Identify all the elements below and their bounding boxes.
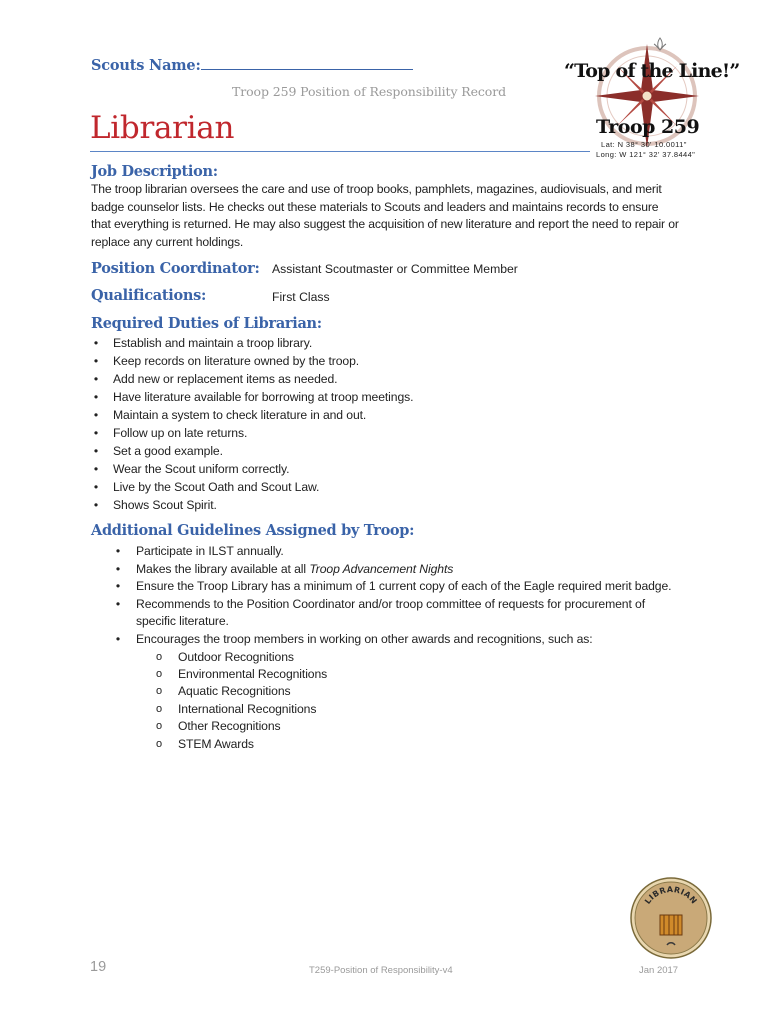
svg-text:LIBRARIAN: LIBRARIAN bbox=[643, 885, 699, 906]
qualifications-value: First Class bbox=[272, 290, 330, 304]
list-item: • Makes the library available at all Troop Advancement Nights bbox=[113, 561, 683, 579]
list-item: • Live by the Scout Oath and Scout Law. bbox=[91, 478, 413, 496]
list-item: • Have literature available for borrowing at troop meetings. bbox=[91, 388, 413, 406]
footer-page-number: 19 bbox=[90, 959, 107, 975]
sub-list-item: o Aquatic Recognitions bbox=[156, 683, 683, 700]
additional-guidelines-list bbox=[113, 543, 683, 753]
bullet-icon: • bbox=[93, 462, 99, 476]
librarian-merit-patch-icon bbox=[630, 877, 712, 959]
bullet-icon: • bbox=[115, 596, 121, 611]
hollow-bullet-icon: o bbox=[156, 720, 163, 733]
list-item: • Encourages the troop members in working on other awards and recognitions, such as: o Outdoor Recognitions o Environmental Recognitions o Aquatic Recognitions o International Recognitions o Other Recognitions o STEM Awards bbox=[113, 631, 683, 753]
list-item: • Ensure the Troop Library has a minimum of 1 current copy of each of the Eagle required merit badge. bbox=[113, 578, 683, 596]
bullet-icon: • bbox=[93, 498, 99, 512]
page-title: Librarian bbox=[90, 110, 235, 146]
qualifications-heading: Qualifications: bbox=[91, 287, 206, 304]
list-item: • Set a good example. bbox=[91, 442, 413, 460]
sub-list-item: o Environmental Recognitions bbox=[156, 666, 683, 683]
footer-document-id: T259-Position of Responsibility-v4 bbox=[309, 965, 453, 976]
list-item: • Follow up on late returns. bbox=[91, 424, 413, 442]
footer-date: Jan 2017 bbox=[639, 965, 679, 976]
logo-tagline: “Top of the Line!” bbox=[564, 60, 740, 82]
hollow-bullet-icon: o bbox=[156, 685, 163, 698]
scouts-name-field bbox=[91, 57, 413, 74]
title-divider bbox=[90, 151, 590, 152]
list-item: • Shows Scout Spirit. bbox=[91, 496, 413, 514]
sub-list-item: o Other Recognitions bbox=[156, 718, 683, 735]
bullet-icon: • bbox=[115, 579, 121, 594]
hollow-bullet-icon: o bbox=[156, 737, 163, 750]
job-description-heading: Job Description: bbox=[91, 163, 218, 180]
list-item: • Maintain a system to check literature in and out. bbox=[91, 406, 413, 424]
bullet-icon: • bbox=[93, 390, 99, 404]
scouts-name-label: Scouts Name: bbox=[91, 57, 201, 74]
list-item: • Establish and maintain a troop library. bbox=[91, 334, 413, 352]
position-coordinator-value: Assistant Scoutmaster or Committee Member bbox=[272, 262, 518, 276]
position-coordinator-heading: Position Coordinator: bbox=[91, 260, 260, 277]
bullet-icon: • bbox=[93, 480, 99, 494]
bullet-icon: • bbox=[93, 354, 99, 368]
list-item: • Recommends to the Position Coordinator and/or troop committee of requests for procurement of specific literature. bbox=[113, 596, 683, 631]
recognitions-sublist bbox=[156, 649, 683, 753]
bullet-icon: • bbox=[93, 336, 99, 350]
list-item: • Participate in ILST annually. bbox=[113, 543, 683, 561]
hollow-bullet-icon: o bbox=[156, 650, 163, 663]
bullet-icon: • bbox=[93, 444, 99, 458]
bullet-icon: • bbox=[115, 631, 121, 646]
logo-longitude: Long: W 121° 32' 37.8444" bbox=[596, 150, 696, 159]
sub-list-item: o Outdoor Recognitions bbox=[156, 649, 683, 666]
bullet-icon: • bbox=[115, 561, 121, 576]
required-duties-list bbox=[91, 334, 413, 514]
bullet-icon: • bbox=[93, 426, 99, 440]
hollow-bullet-icon: o bbox=[156, 667, 163, 680]
additional-guidelines-heading: Additional Guidelines Assigned by Troop: bbox=[91, 522, 415, 539]
sub-list-item: o STEM Awards bbox=[156, 736, 683, 753]
document-subtitle: Troop 259 Position of Responsibility Record bbox=[232, 84, 506, 99]
sub-list-item: o International Recognitions bbox=[156, 701, 683, 718]
logo-latitude: Lat: N 38° 30' 10.0011" bbox=[601, 140, 687, 149]
job-description-text: The troop librarian oversees the care and use of troop books, pamphlets, magazines, audiovisuals, and merit badge counselor lists. He checks out these materials to Scouts and leaders and maintains records to ensure that everything is returned. He may also suggest the acquisition of new literature and report the need to repair or replace any current holdings. bbox=[91, 182, 679, 249]
bullet-icon: • bbox=[115, 544, 121, 558]
hollow-bullet-icon: o bbox=[156, 702, 163, 715]
logo-troop-name: Troop 259 bbox=[596, 116, 700, 138]
list-item: • Add new or replacement items as needed. bbox=[91, 370, 413, 388]
scouts-name-blank bbox=[201, 57, 413, 70]
required-duties-heading: Required Duties of Librarian: bbox=[91, 315, 322, 332]
bullet-icon: • bbox=[93, 408, 99, 422]
list-item: • Keep records on literature owned by the troop. bbox=[91, 352, 413, 370]
list-item: • Wear the Scout uniform correctly. bbox=[91, 460, 413, 478]
troop-advancement-nights-emphasis: Troop Advancement Nights bbox=[309, 561, 454, 576]
bullet-icon: • bbox=[93, 372, 99, 386]
